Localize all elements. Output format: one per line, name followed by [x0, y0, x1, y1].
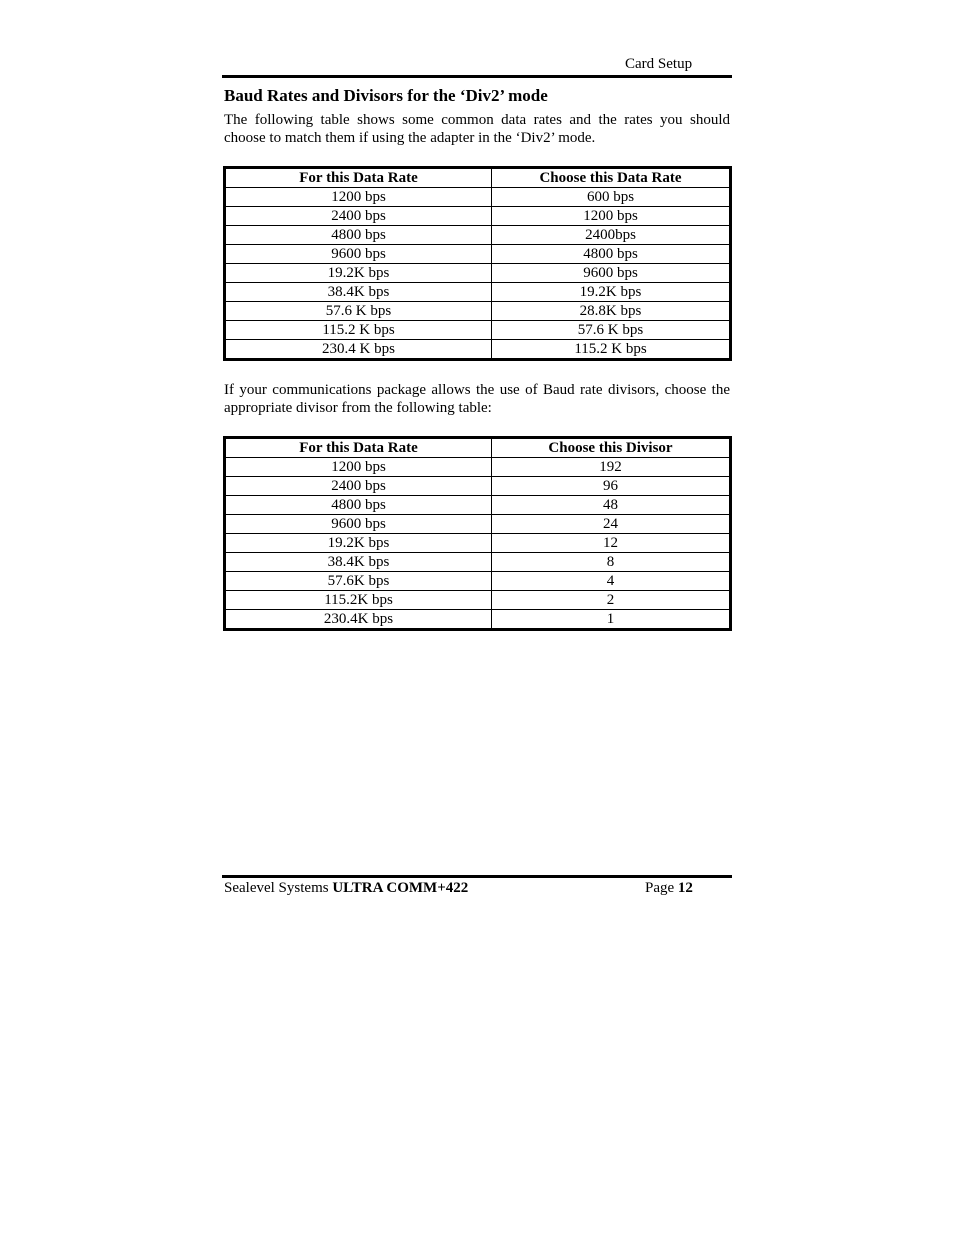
table-cell: 115.2 K bps: [492, 340, 731, 360]
table-cell: 9600 bps: [225, 515, 492, 534]
table-cell: 1: [492, 610, 731, 630]
page-label: Page: [645, 880, 675, 896]
table-row: [225, 458, 731, 477]
table-cell: 1200 bps: [225, 188, 492, 207]
table-cell: 19.2K bps: [492, 283, 731, 302]
running-header: Card Setup: [625, 56, 693, 72]
table-cell: 4800 bps: [492, 245, 731, 264]
table-cell: 2400 bps: [225, 207, 492, 226]
table-row: [225, 610, 731, 630]
footer-rule: [222, 875, 732, 878]
table-cell: 230.4 K bps: [225, 340, 492, 360]
table-row: [225, 264, 731, 283]
column-header: For this Data Rate: [225, 168, 492, 188]
table-cell: 4: [492, 572, 731, 591]
table-row: [225, 515, 731, 534]
column-header: Choose this Divisor: [492, 438, 731, 458]
table-row: [225, 553, 731, 572]
table-cell: 12: [492, 534, 731, 553]
table-cell: 28.8K bps: [492, 302, 731, 321]
table-cell: 19.2K bps: [225, 534, 492, 553]
page-number: [645, 880, 693, 897]
table-cell: 2: [492, 591, 731, 610]
data-rate-table: [223, 166, 732, 361]
table-cell: 600 bps: [492, 188, 731, 207]
table-header-row: [225, 168, 731, 188]
table-cell: 2400bps: [492, 226, 731, 245]
table-cell: 115.2K bps: [225, 591, 492, 610]
table-cell: 1200 bps: [492, 207, 731, 226]
table-row: [225, 572, 731, 591]
table-row: [225, 226, 731, 245]
table-cell: 24: [492, 515, 731, 534]
table-cell: 230.4K bps: [225, 610, 492, 630]
table-cell: 2400 bps: [225, 477, 492, 496]
column-header: For this Data Rate: [225, 438, 492, 458]
header-rule: [222, 75, 732, 78]
footer-product: [224, 880, 468, 897]
table-row: [225, 321, 731, 340]
table-cell: 4800 bps: [225, 226, 492, 245]
table-cell: 96: [492, 477, 731, 496]
table-row: [225, 340, 731, 360]
table-row: [225, 477, 731, 496]
divisor-paragraph: If your communications package allows the use of Baud rate divisors, choose the appropriate divisor from the following table:: [224, 382, 730, 416]
section-heading: Baud Rates and Divisors for the ‘Div2’ mode: [224, 86, 548, 105]
table-header-row: [225, 438, 731, 458]
table-row: [225, 302, 731, 321]
table-cell: 38.4K bps: [225, 283, 492, 302]
divisor-table: [223, 436, 732, 631]
footer-product-name: ULTRA COMM+422: [332, 880, 469, 896]
page-number-value: 12: [677, 880, 693, 896]
column-header: Choose this Data Rate: [492, 168, 731, 188]
table-row: [225, 245, 731, 264]
table-row: [225, 591, 731, 610]
table-cell: 57.6 K bps: [225, 302, 492, 321]
intro-paragraph: The following table shows some common data rates and the rates you should choose to match them if using the adapter in the ‘Div2’ mode.: [224, 112, 730, 146]
table-cell: 57.6 K bps: [492, 321, 731, 340]
table-cell: 192: [492, 458, 731, 477]
table-cell: 115.2 K bps: [225, 321, 492, 340]
table-row: [225, 283, 731, 302]
table-cell: 4800 bps: [225, 496, 492, 515]
table-cell: 8: [492, 553, 731, 572]
table-cell: 57.6K bps: [225, 572, 492, 591]
table-cell: 9600 bps: [225, 245, 492, 264]
table-row: [225, 188, 731, 207]
table-cell: 19.2K bps: [225, 264, 492, 283]
table-row: [225, 534, 731, 553]
table-row: [225, 207, 731, 226]
table-cell: 1200 bps: [225, 458, 492, 477]
table-cell: 38.4K bps: [225, 553, 492, 572]
table-row: [225, 496, 731, 515]
footer-company: Sealevel Systems: [224, 880, 329, 896]
table-cell: 9600 bps: [492, 264, 731, 283]
table-cell: 48: [492, 496, 731, 515]
